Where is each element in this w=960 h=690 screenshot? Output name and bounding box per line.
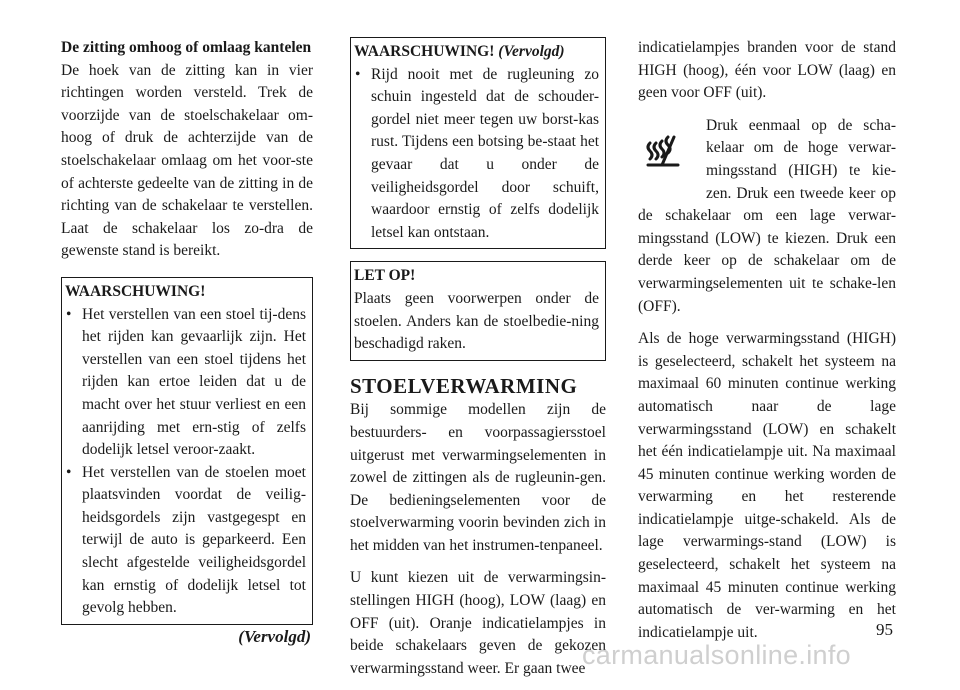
column-right <box>638 37 896 654</box>
warning-title-continued: (Vervolgd) <box>498 43 565 60</box>
warning-list <box>354 64 599 245</box>
warning-list <box>65 304 306 620</box>
caution-title: LET OP! <box>354 267 416 285</box>
caution-box <box>350 261 606 360</box>
body-paragraph: Bij sommige modellen zijn de bestuurders- en voorpassagiersstoel uitgerust met verwarmingselementen in zowel de zittingen als de rugleunin-gen. De bedieningselementen voor de stoelverwarming voorin bevinden zich in het midden van het instrumen-tenpaneel. <box>350 401 606 554</box>
subsection-heading: De zitting omhoog of omlaag kantelen <box>61 39 312 56</box>
watermark: carmanualsonline.info <box>582 640 851 670</box>
warning-item: • Rijd nooit met de rugleuning zo schuin ingesteld dat de schouder-gordel niet meer tegen uw borst-kas rust. Tijdens een botsing be-staat het gevaar dat u onder de veiligheidsgordel door schuift, waardoor ernstig of zelfs dodelijk letsel kan ontstaan. <box>354 64 599 245</box>
column-middle <box>350 37 606 690</box>
body-paragraph: Als de hoge verwarmingsstand (HIGH) is geselecteerd, schakelt het systeem na maximaal 60 minuten continue werking automatisch naar de lage verwarmingsstand (LOW) en schakelt het één indicatielampje uit. Na maximaal 45 minuten continue werking worden de verwarming en het resterende indicatielampje uitge-schakeld. Als de lage verwarmings-stand (LOW) is geselecteerd, schakelt het systeem na maximaal 45 minuten continue werking automatisch de ver-warming en het indicatielampje uit. <box>638 330 896 641</box>
section-title: STOELVERWARMING <box>350 373 578 398</box>
warning-item: • Het verstellen van de stoelen moet plaatsvinden voordat de veilig-heidsgordels zijn vastgegespt en terwijl de auto is geparkeerd. Een slecht afgestelde veiligheidsgordel kan ernstig of dodelijk letsel tot gevolg hebben. <box>65 462 306 620</box>
page-number: 95 <box>876 620 893 639</box>
warning-title: WAARSCHUWING! <box>65 282 206 300</box>
column-left <box>61 37 313 648</box>
warning-title-text: WAARSCHUWING! <box>354 43 495 60</box>
icon-paragraph-text: Druk eenmaal op de scha-kelaar om de hoge verwar-mingsstand (HIGH) te kie-zen. Druk een tweede keer op de schakelaar om een lage verwar-mingsstand (LOW) te kiezen. Druk een derde keer op de schakelaar om de verwarmingselementen uit te schake-len (OFF). <box>638 116 896 315</box>
warning-box-continued <box>350 37 606 249</box>
caution-body: Plaats geen voorwerpen onder de stoelen. Anders kan de stoelbedie-ning beschadigd raken. <box>354 289 599 353</box>
body-paragraph: De hoek van de zitting kan in vier richtingen worden versteld. Trek de voorzijde van de stoelschakelaar om-hoog of druk de achterzijde van de stoelschakelaar omlaag om het voor-ste of achterste gedeelte van de zitting in de richting van de schakelaar te verstellen. Laat de schakelaar los zo-dra de gewenste stand is bereikt. <box>61 61 313 260</box>
icon-paragraph <box>638 115 896 318</box>
continued-label: (Vervolgd) <box>238 626 311 646</box>
heated-seat-icon <box>638 121 702 183</box>
warning-box <box>61 277 313 625</box>
warning-title <box>354 41 599 64</box>
body-paragraph: indicatielampjes branden voor de stand HIGH (hoog), één voor LOW (laag) en geen voor OFF (uit). <box>638 39 896 102</box>
warning-item: • Het verstellen van een stoel tij-dens het rijden kan gevaarlijk zijn. Het verstellen van een stoel tijdens het rijden kan ertoe leiden dat u de macht over het stuur verliest en een aanrijding met ern-stig of zelfs dodelijk letsel veroor-zaakt. <box>65 304 306 462</box>
body-paragraph: U kunt kiezen uit de verwarmingsin-stellingen HIGH (hoog), LOW (laag) en OFF (uit). Oranje indicatielampjes in beide schakelaars geven de gekozen verwarmingsstand weer. Er gaan twee <box>350 569 606 677</box>
